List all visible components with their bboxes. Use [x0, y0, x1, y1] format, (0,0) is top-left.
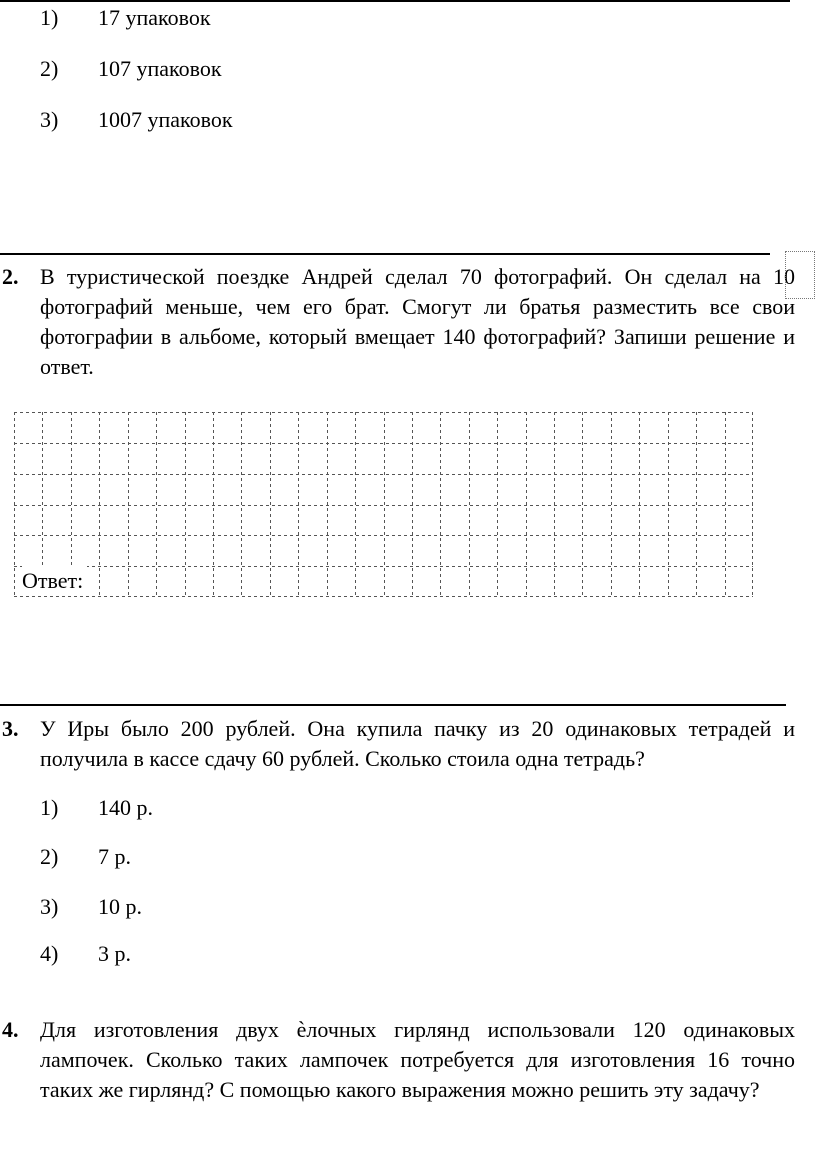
task3-option-2[interactable] — [40, 842, 131, 872]
option-text: 10 р. — [98, 894, 142, 919]
task-number: 4. — [2, 1017, 19, 1042]
option-number: 1) — [40, 795, 59, 820]
prev-option-3[interactable] — [40, 105, 233, 135]
task-number: 2. — [2, 264, 19, 289]
option-text: 3 р. — [98, 941, 131, 966]
task-number: 3. — [2, 716, 19, 741]
option-number: 2) — [40, 56, 59, 81]
option-number: 3) — [40, 107, 59, 132]
task-text: Для изготовления двух ѐлочных гирлянд использовали 120 одинаковых лампочек. Сколько таких лампочек потребуется для изготовления 16 точно таких же гирлянд? С помощью какого выражения можно решить эту задачу? — [40, 1017, 795, 1102]
prev-option-2[interactable] — [40, 54, 222, 84]
section-rule — [0, 253, 770, 255]
option-number: 4) — [40, 941, 59, 966]
option-text: 17 упаковок — [98, 5, 211, 30]
task3-option-3[interactable] — [40, 892, 142, 922]
task-3 — [0, 714, 795, 774]
selection-marker — [785, 251, 815, 299]
option-number: 2) — [40, 844, 59, 869]
task-4 — [0, 1015, 795, 1105]
top-rule — [0, 0, 790, 2]
option-number: 1) — [40, 5, 59, 30]
option-text: 140 р. — [98, 795, 153, 820]
task-text: У Иры было 200 рублей. Она купила пачку из 20 одинаковых тетрадей и получила в кассе сдачу 60 рублей. Сколько стоила одна тетрадь? — [40, 716, 795, 771]
option-number: 3) — [40, 894, 59, 919]
task3-option-1[interactable] — [40, 793, 153, 823]
answer-label: Ответ: — [22, 566, 87, 596]
task3-option-4[interactable] — [40, 939, 131, 969]
task-2 — [0, 262, 795, 382]
answer-grid[interactable] — [14, 412, 753, 597]
task-text: В туристической поездке Андрей сделал 70 фотографий. Он сделал на 10 фотографий меньше, чем его брат. Смогут ли братья разместить все свои фотографии в альбоме, который вмещает 140 фотографий? Запиши решение и ответ. — [40, 264, 795, 379]
option-text: 107 упаковок — [98, 56, 222, 81]
section-rule — [0, 704, 786, 706]
prev-option-1[interactable] — [40, 3, 211, 33]
option-text: 1007 упаковок — [98, 107, 233, 132]
option-text: 7 р. — [98, 844, 131, 869]
